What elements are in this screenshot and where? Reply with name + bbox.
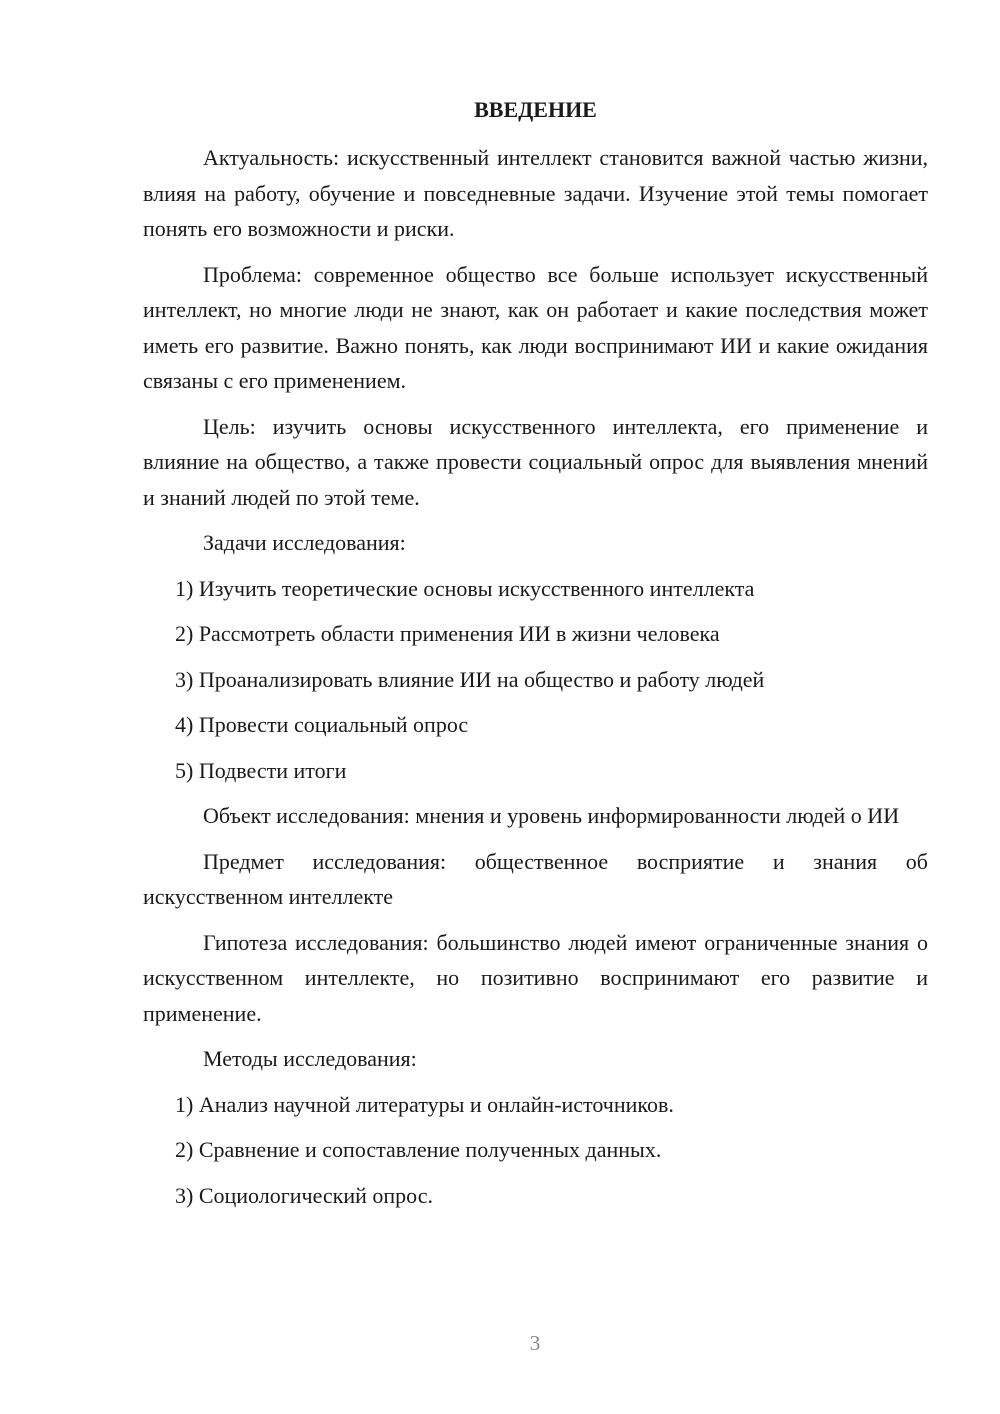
relevance-paragraph: Актуальность: искусственный интеллект становится важной частью жизни, влияя на работу, обучение и повседневные задачи. Изучение этой темы помогает понять его возможности и риски. [143,145,928,241]
method-item: 2) Сравнение и сопоставление полученных данных. [175,1137,662,1162]
task-item: 4) Провести социальный опрос [175,712,469,737]
hypothesis-paragraph: Гипотеза исследования: большинство людей имеют ограниченные знания о искусственном интеллекте, но позитивно воспринимают его развитие и применение. [143,929,928,1026]
tasks-heading: Задачи исследования: [203,530,406,555]
page-number: 3 [529,1331,541,1355]
tasks-list [143,571,928,789]
method-item: 3) Социологический опрос. [175,1182,433,1208]
methods-list [143,1087,928,1214]
goal-paragraph: Цель: изучить основы искусственного интеллекта, его применение и влияние на общество, а также провести социальный опрос для выявления мнений и знаний людей по этой теме. [143,413,928,510]
task-item: 2) Рассмотреть области применения ИИ в жизни человека [175,621,720,646]
task-item: 5) Подвести итоги [175,757,347,783]
methods-heading: Методы исследования: [203,1046,417,1071]
page-content [143,94,928,1223]
object-paragraph: Объект исследования: мнения и уровень информированности людей о ИИ [203,803,900,828]
section-title: ВВЕДЕНИЕ [474,97,597,122]
task-item: 3) Проанализировать влияние ИИ на общество и работу людей [175,666,765,692]
task-item: 1) Изучить теоретические основы искусственного интеллекта [175,575,755,601]
problem-paragraph: Проблема: современное общество все больше использует искусственный интеллект, но многие люди не знают, как он работает и какие последствия может иметь его развитие. Важно понять, как люди воспринимают ИИ и какие ожидания связаны с его применением. [143,261,928,393]
method-item: 1) Анализ научной литературы и онлайн-источников. [175,1091,674,1117]
subject-paragraph: Предмет исследования: общественное восприятие и знания об искусственном интеллекте [143,848,928,909]
